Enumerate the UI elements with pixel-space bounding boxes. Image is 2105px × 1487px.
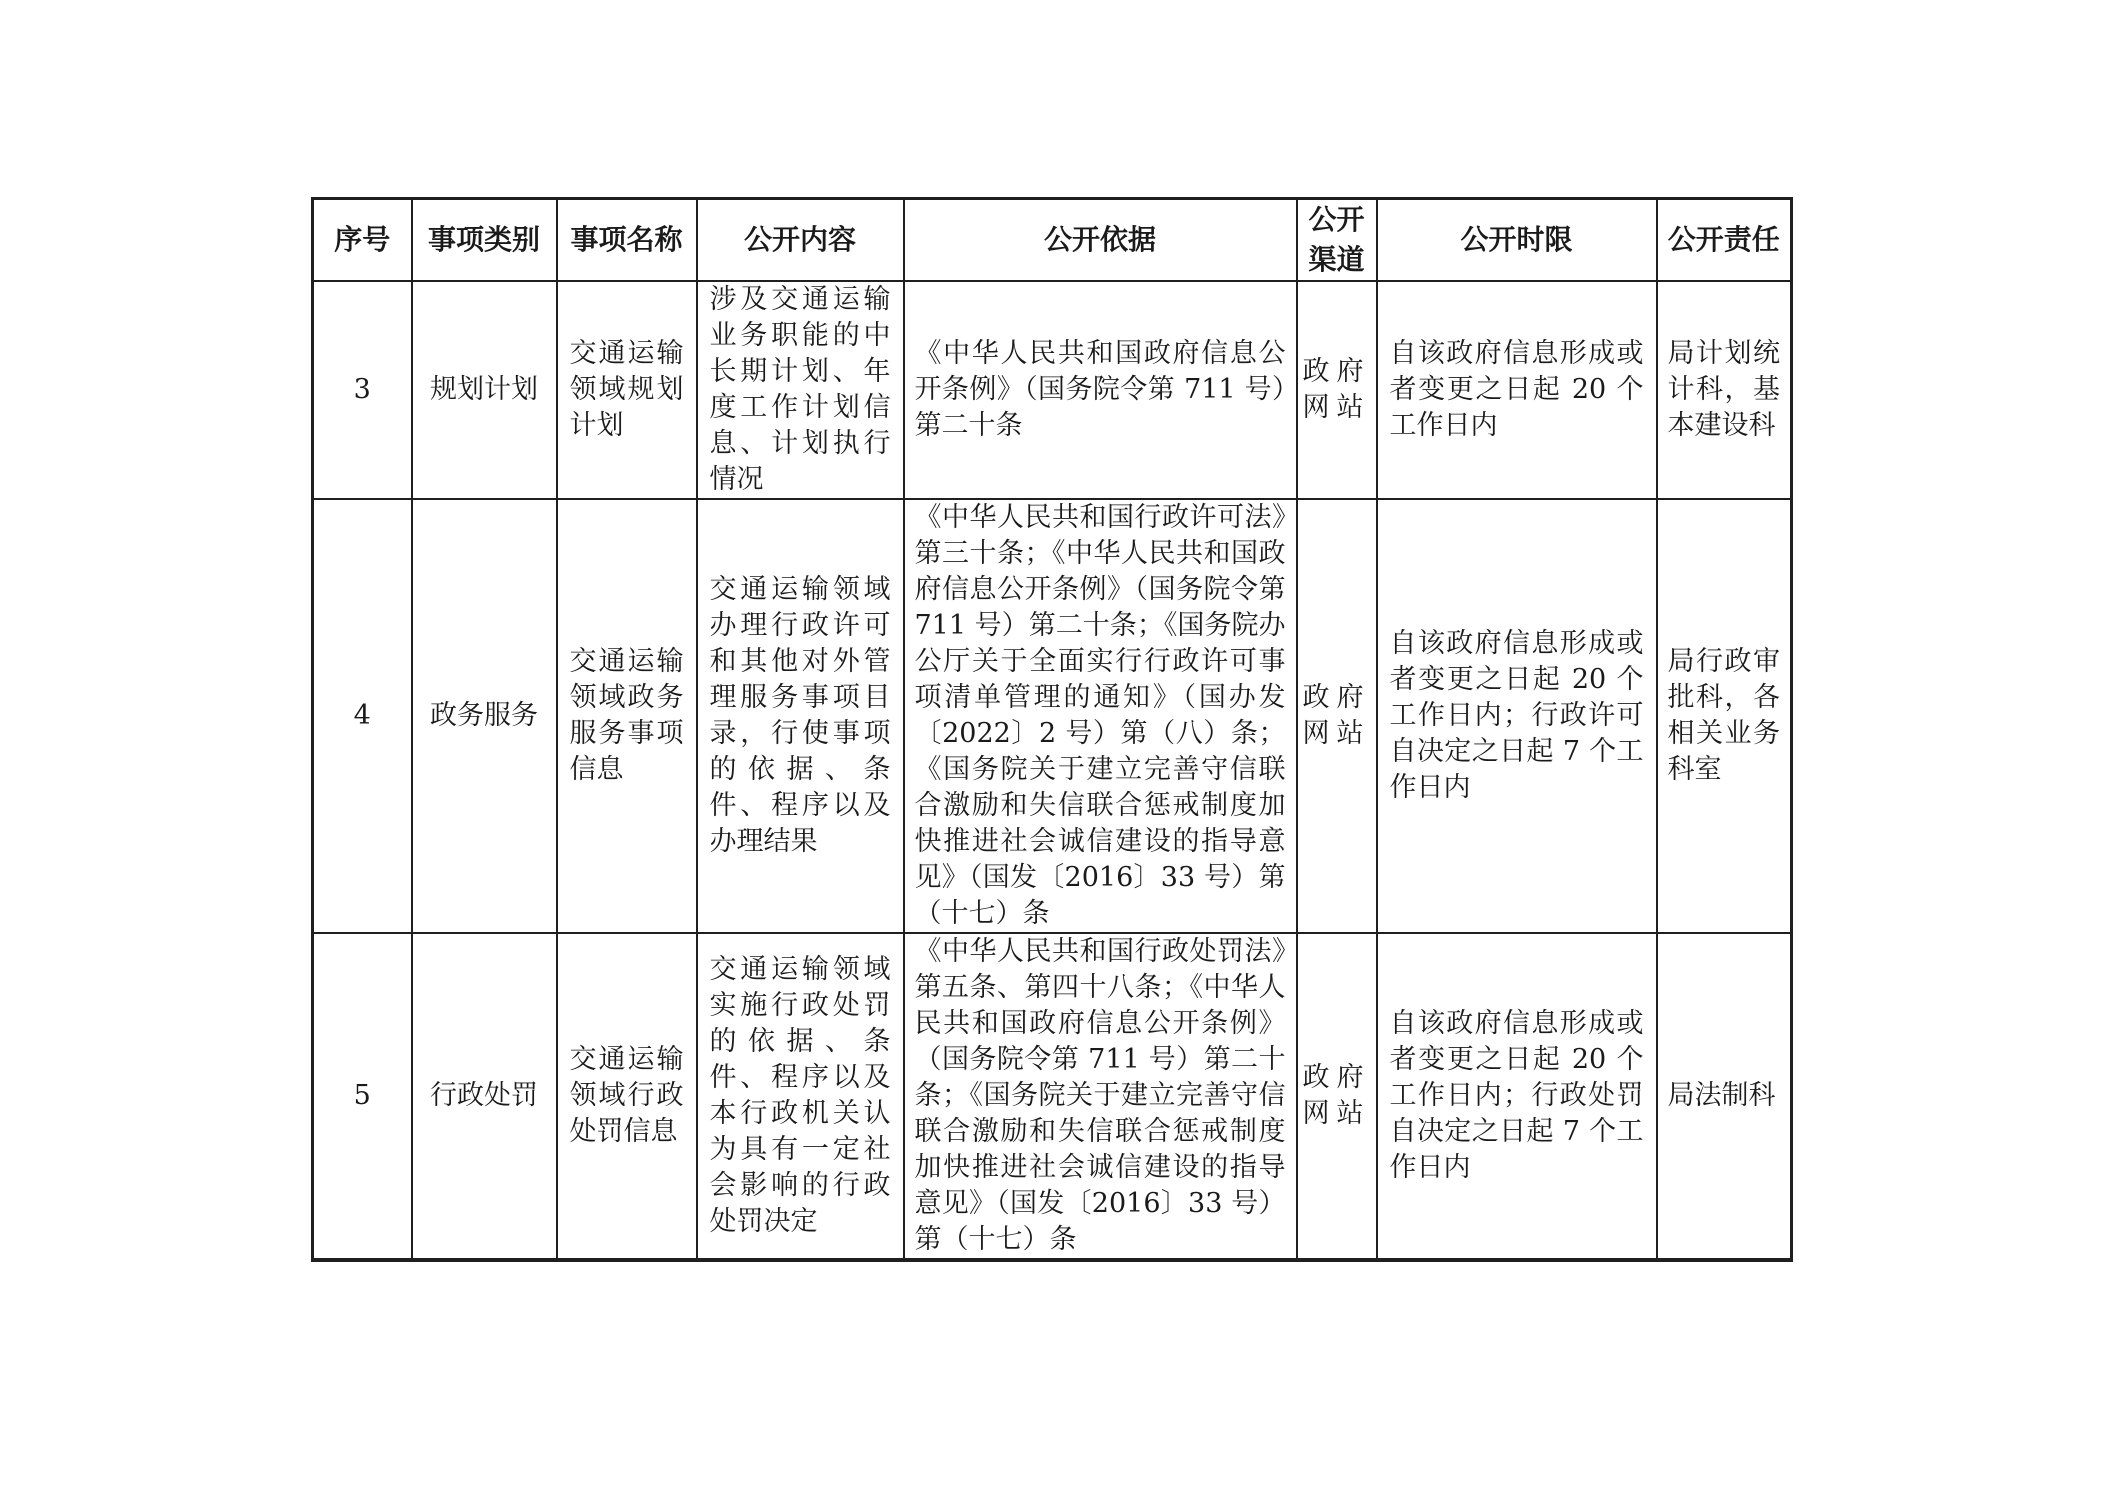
column-header-category: 事项类别 — [412, 199, 557, 282]
table-header-row — [313, 199, 1792, 282]
cell-name: 交通运输领域政务服务事项信息 — [557, 499, 697, 933]
info-disclosure-table — [311, 197, 1793, 1262]
cell-deadline: 自该政府信息形成或者变更之日起 20 个工作日内 — [1377, 281, 1657, 499]
column-header-channel: 公开渠道 — [1297, 199, 1377, 282]
cell-responsibility: 局计划统计科，基本建设科 — [1657, 281, 1792, 499]
cell-category: 行政处罚 — [412, 933, 557, 1260]
cell-content: 交通运输领域实施行政处罚的依据、条件、程序以及本行政机关认为具有一定社会影响的行政处罚决定 — [697, 933, 904, 1260]
table-row — [313, 499, 1792, 933]
cell-channel: 政府网站 — [1297, 933, 1377, 1260]
cell-responsibility: 局法制科 — [1657, 933, 1792, 1260]
cell-deadline: 自该政府信息形成或者变更之日起 20 个工作日内；行政许可自决定之日起 7 个工作日内 — [1377, 499, 1657, 933]
table-row — [313, 933, 1792, 1260]
cell-name: 交通运输领域行政处罚信息 — [557, 933, 697, 1260]
cell-seq: 3 — [313, 281, 412, 499]
column-header-basis: 公开依据 — [904, 199, 1297, 282]
column-header-deadline: 公开时限 — [1377, 199, 1657, 282]
column-header-seq: 序号 — [313, 199, 412, 282]
cell-channel: 政府网站 — [1297, 281, 1377, 499]
cell-responsibility: 局行政审批科，各相关业务科室 — [1657, 499, 1792, 933]
cell-channel: 政府网站 — [1297, 499, 1377, 933]
cell-content: 交通运输领域办理行政许可和其他对外管理服务事项目录，行使事项的依据、条件、程序以及办理结果 — [697, 499, 904, 933]
cell-basis: 《中华人民共和国行政处罚法》第五条、第四十八条；《中华人民共和国政府信息公开条例》（国务院令第 711 号）第二十条；《国务院关于建立完善守信联合激励和失信联合惩戒制度加快推进社会诚信建设的指导意见》（国发〔2016〕33 号）第（十七）条 — [904, 933, 1297, 1260]
column-header-name: 事项名称 — [557, 199, 697, 282]
column-header-responsibility: 公开责任 — [1657, 199, 1792, 282]
cell-basis: 《中华人民共和国行政许可法》第三十条；《中华人民共和国政府信息公开条例》（国务院令第 711 号）第二十条；《国务院办公厅关于全面实行行政许可事项清单管理的通知》（国办发〔2022〕2 号）第（八）条；《国务院关于建立完善守信联合激励和失信联合惩戒制度加快推进社会诚信建设的指导意见》（国发〔2016〕33 号）第（十七）条 — [904, 499, 1297, 933]
cell-content: 涉及交通运输业务职能的中长期计划、年度工作计划信息、计划执行情况 — [697, 281, 904, 499]
cell-category: 规划计划 — [412, 281, 557, 499]
cell-deadline: 自该政府信息形成或者变更之日起 20 个工作日内；行政处罚自决定之日起 7 个工作日内 — [1377, 933, 1657, 1260]
cell-seq: 4 — [313, 499, 412, 933]
column-header-content: 公开内容 — [697, 199, 904, 282]
cell-seq: 5 — [313, 933, 412, 1260]
cell-name: 交通运输领域规划计划 — [557, 281, 697, 499]
cell-category: 政务服务 — [412, 499, 557, 933]
cell-basis: 《中华人民共和国政府信息公开条例》（国务院令第 711 号）第二十条 — [904, 281, 1297, 499]
table-row — [313, 281, 1792, 499]
